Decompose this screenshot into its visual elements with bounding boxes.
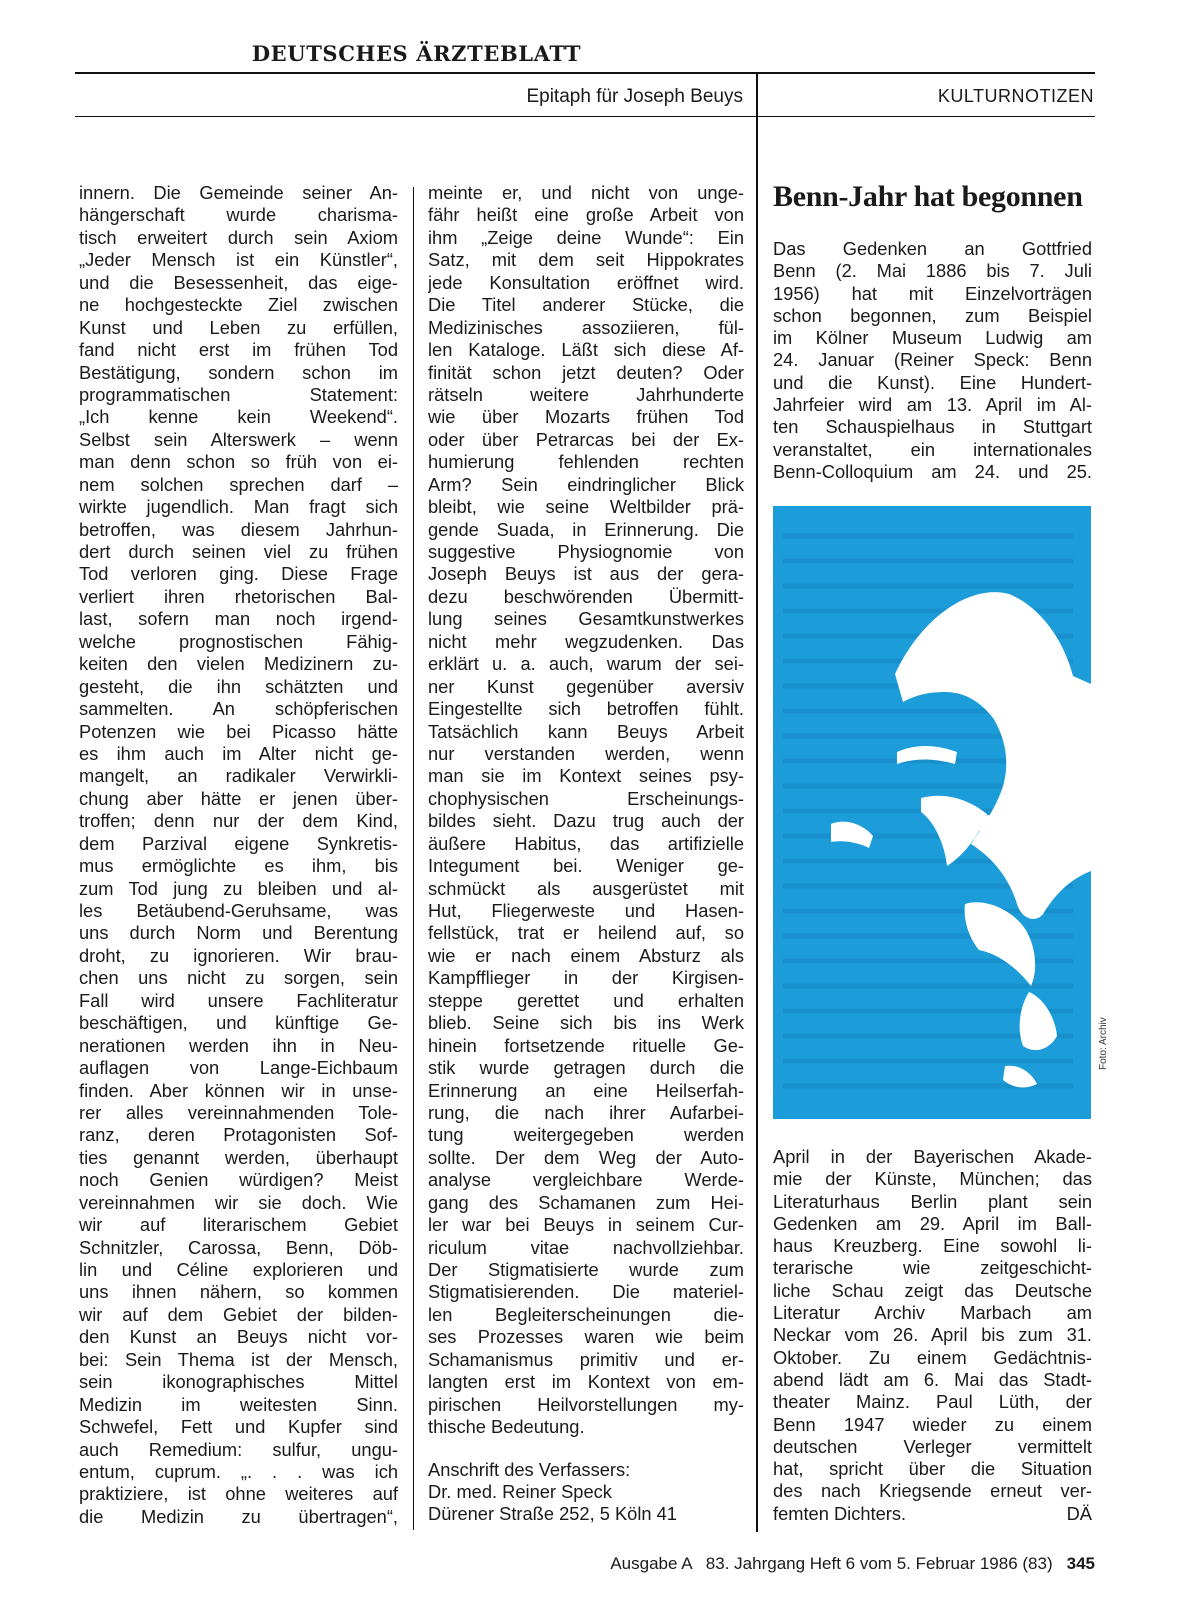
column1-line: Schwefel, Fett und Kupfer sind [79, 1416, 398, 1438]
column1-line: auch Remedium: sulfur, ungu- [79, 1438, 398, 1460]
article-bottom-line: des nach Kriegsende erneut ver- [773, 1480, 1092, 1502]
column1-line: zum Tod jung zu bleiben und al- [79, 877, 398, 899]
article-bottom-line: Gedenken am 29. April im Ball- [773, 1212, 1092, 1234]
column2-line: chophysischen Erscheinungs- [428, 787, 744, 809]
column2-line: analyse vergleichbare Werde- [428, 1169, 744, 1191]
column2-line: finität schon jetzt deuten? Oder [428, 361, 744, 383]
column2-line: dezu beschwörenden Übermitt- [428, 585, 744, 607]
column2-line: Eingestellte sich betroffen fühlt. [428, 698, 744, 720]
column1-line: wir auf literarischem Gebiet [79, 1214, 398, 1236]
column1-line: den Kunst an Beuys nicht vor- [79, 1326, 398, 1348]
column2-line: suggestive Physiognomie von [428, 541, 744, 562]
column1-line: sein ikonographisches Mittel [79, 1371, 398, 1393]
article-bottom-line: femten Dichters. [773, 1502, 907, 1524]
column2-line: man sie im Kontext seines psy- [428, 765, 744, 787]
article-title: Benn-Jahr hat begonnen [773, 180, 1083, 213]
column1-line: Medizin im weitesten Sinn. [79, 1393, 398, 1415]
column1-line: die Medizin zu übertragen“, [79, 1505, 398, 1527]
column2-line: äußere Habitus, das artifizielle [428, 832, 744, 854]
article-top-line: im Kölner Museum Ludwig am [773, 327, 1092, 349]
column1-line: lin und Céline explorieren und [79, 1259, 398, 1280]
article-closing-line [773, 1503, 1092, 1525]
photo-credit: Foto: Archiv [1098, 1017, 1109, 1070]
column1-line: tisch erweitert durch sein Axiom [79, 226, 398, 248]
address-street: Dürener Straße 252, 5 Köln 41 [428, 1503, 677, 1524]
issue-info: Ausgabe A 83. Jahrgang Heft 6 vom 5. Februar 1986 (83) [610, 1554, 1053, 1573]
column1-line: Selbst sein Alterswerk – wenn [79, 428, 398, 450]
article-top-line: veranstaltet, ein internationales [773, 438, 1092, 460]
column1-line: programmatischen Statement: [79, 383, 398, 405]
article-bottom-line: Literaturhaus Berlin plant sein [773, 1190, 1092, 1212]
column1-line: sammelten. An schöpferischen [79, 698, 398, 720]
column1-line: droht, zu ignorieren. Wir brau- [79, 944, 398, 966]
article-bottom-line: terarische wie zeitgeschicht- [773, 1257, 1092, 1279]
column2-line: langten erst im Kontext von em- [428, 1371, 744, 1393]
column2-line: sollte. Der dem Weg der Auto- [428, 1146, 744, 1168]
column2-line: wie er nach einem Absturz als [428, 944, 744, 966]
column2-line: Erinnerung an eine Heilserfah- [428, 1079, 744, 1101]
column2-line: ner Kunst gegenüber aversiv [428, 675, 744, 697]
article-bottom-line: deutschen Verleger vermittelt [773, 1435, 1092, 1457]
column2-line: steppe gerettet und erhalten [428, 989, 744, 1011]
column1-line: es ihm auch im Alter nicht ge- [79, 742, 398, 764]
article-bottom-line: theater Mainz. Paul Lüth, der [773, 1391, 1092, 1413]
column2-line: rung, die nach ihrer Aufarbei- [428, 1101, 744, 1123]
article-top-line: Jahrfeier wird am 13. April im Al- [773, 394, 1092, 416]
column2-line: nicht mehr wegzudenken. Das [428, 630, 744, 652]
column2-line: ses Prozesses waren wie beim [428, 1326, 744, 1348]
column2-line: Schamanismus primitiv und er- [428, 1348, 744, 1370]
column2-line: bleibt, wie seine Weltbilder prä- [428, 496, 744, 518]
column1-line: last, sofern man noch irgend- [79, 608, 398, 630]
column1-line: Potenzen wie bei Picasso hätte [79, 720, 398, 742]
portrait-silhouette [773, 506, 1091, 1119]
column1-line: welche prognostischen Fähig- [79, 630, 398, 652]
epitaph-column-1 [79, 182, 398, 1528]
article-top-line: 24. Januar (Reiner Speck: Benn [773, 349, 1092, 371]
column2-line: lung seines Gesamtkunstwerkes [428, 608, 744, 630]
column1-line: nerationen werden ihn in Neu- [79, 1034, 398, 1056]
column-divider-main [756, 72, 758, 1532]
column2-line: thische Bedeutung. [428, 1416, 585, 1438]
article-bottom-line: Neckar vom 26. April bis zum 31. [773, 1324, 1092, 1346]
author-signature: DÄ [1066, 1502, 1092, 1524]
column1-line: Schnitzler, Carossa, Benn, Döb- [79, 1236, 398, 1258]
column1-line: dert durch seinen viel zu frühen [79, 541, 398, 562]
column1-line: entum, cuprum. „. . . was ich [79, 1460, 398, 1482]
column2-line: schmückt als ausgerüstet mit [428, 877, 744, 899]
column2-line: gende Suada, in Erinnerung. Die [428, 518, 744, 540]
column1-line: les Betäubend-Geruhsame, was [79, 900, 398, 921]
article-top-line: ten Schauspielhaus in Stuttgart [773, 416, 1092, 438]
address-name: Dr. med. Reiner Speck [428, 1481, 612, 1502]
column1-line: hängerschaft wurde charisma- [79, 204, 398, 226]
column1-line: chen uns nicht zu sorgen, sein [79, 967, 398, 989]
article-bottom-line: hat, spricht über die Situation [773, 1458, 1092, 1480]
column2-line: gang des Schamanen zum Hei- [428, 1191, 744, 1213]
column2-line: wie über Mozarts frühen Tod [428, 406, 744, 428]
column2-line: Joseph Beuys ist aus der gera- [428, 563, 744, 585]
column2-line: tung weitergegeben werden [428, 1124, 744, 1146]
column1-line: rer alles vereinnahmenden Tole- [79, 1101, 398, 1123]
section-label: KULTURNOTIZEN [937, 86, 1094, 106]
article-bottom-line: abend lädt am 6. Mai das Stadt- [773, 1368, 1092, 1390]
column2-line: ihm „Zeige deine Wunde“: Ein [428, 226, 744, 248]
article-top-line: 1956) hat mit Einzelvorträgen [773, 282, 1092, 304]
column1-line: verliert ihren rhetorischen Bal- [79, 585, 398, 607]
column1-line: gesteht, die ihn schätzten und [79, 675, 398, 697]
column2-line: stik wurde getragen durch die [428, 1057, 744, 1079]
masthead: DEUTSCHES ÄRZTEBLATT [251, 41, 582, 66]
article-top-line: Benn (2. Mai 1886 bis 7. Juli [773, 260, 1092, 282]
page-number: 345 [1066, 1554, 1095, 1573]
column2-line: Medizinisches assoziieren, fül- [428, 316, 744, 338]
article-bottom-line: April in der Bayerischen Akade- [773, 1146, 1092, 1167]
column2-line: meinte er, und nicht von unge- [428, 182, 744, 203]
column1-line: „Jeder Mensch ist ein Künstler“, [79, 249, 398, 271]
article-top-line: und die Kunst). Eine Hundert- [773, 371, 1092, 393]
column2-line: fähr heißt eine große Arbeit von [428, 204, 744, 226]
column2-line: pirischen Heilvorstellungen my- [428, 1393, 744, 1415]
column2-line: oder über Petrarcas bei der Ex- [428, 428, 744, 450]
article-top-line: Das Gedenken an Gottfried [773, 238, 1092, 259]
column-divider [413, 187, 414, 1530]
column2-line: Stigmatisierenden. Die materiel- [428, 1281, 744, 1303]
column1-line: praktiziere, ist ohne weiteres auf [79, 1483, 398, 1505]
column2-line: bildes sieht. Dazu trug auch der [428, 810, 744, 832]
column1-line: troffen; denn nur der dem Kind, [79, 810, 398, 832]
column1-line: „Ich kenne kein Weekend“. [79, 406, 398, 428]
column1-line: ne hochgesteckte Ziel zwischen [79, 294, 398, 316]
section-title: Epitaph für Joseph Beuys [526, 86, 743, 107]
author-address [428, 1459, 748, 1525]
column2-line: len Begleiterscheinungen die- [428, 1303, 744, 1325]
column1-line: auflagen von Lange-Eichbaum [79, 1057, 398, 1079]
header-bottom-rule [75, 116, 1095, 117]
column1-line: wirkte jugendlich. Man fragt sich [79, 496, 398, 518]
column2-line: jede Konsultation eröffnet wird. [428, 271, 744, 293]
column2-line: rätseln weitere Jahrhunderte [428, 383, 744, 405]
column1-line: ranz, deren Protagonisten Sof- [79, 1124, 398, 1146]
column1-line: mangelt, an radikaler Verwirkli- [79, 765, 398, 787]
column1-line: mus ermöglichte es ihm, bis [79, 855, 398, 877]
column2-line: Kampfflieger in der Kirgisen- [428, 967, 744, 989]
column1-line: bei: Sein Thema ist der Mensch, [79, 1348, 398, 1370]
column1-line: nem solchen sprechen darf – [79, 473, 398, 495]
column1-line: Fall wird unsere Fachliteratur [79, 989, 398, 1011]
column1-line: betroffen, was diesem Jahrhun- [79, 518, 398, 540]
portrait-photo [773, 506, 1091, 1119]
column2-line: Arm? Sein eindringlicher Blick [428, 473, 744, 495]
article-bottom-line: Benn 1947 wieder zu einem [773, 1413, 1092, 1435]
column1-line: uns ihnen nähern, so kommen [79, 1281, 398, 1303]
article-text-top [773, 238, 1092, 483]
article-top-line: schon begonnen, zum Beispiel [773, 304, 1092, 326]
column1-line: ties genannt werden, überhaupt [79, 1146, 398, 1168]
column2-line: hinein fortsetzende rituelle Ge- [428, 1034, 744, 1056]
column1-line: beschäftigen, und künftige Ge- [79, 1012, 398, 1034]
column1-line: chung aber hätte er jenen über- [79, 787, 398, 809]
column1-line: innern. Die Gemeinde seiner An- [79, 182, 398, 203]
article-text-bottom [773, 1146, 1092, 1525]
column1-line: keiten den vielen Medizinern zu- [79, 653, 398, 675]
column2-line: humierung fehlenden rechten [428, 451, 744, 473]
column2-line: riculum vitae nachvollziehbar. [428, 1236, 744, 1258]
column2-line: Satz, mit dem seit Hippokrates [428, 249, 744, 271]
column1-line: fand nicht erst im frühen Tod [79, 339, 398, 361]
article-bottom-line: Literatur Archiv Marbach am [773, 1302, 1092, 1324]
column2-line: nur verstanden werden, wenn [428, 742, 744, 764]
column2-line: erklärt u. a. auch, warum der sei- [428, 653, 744, 675]
column1-line: dem Parzival eigene Synkretis- [79, 832, 398, 854]
article-top-line: Benn-Colloquium am 24. und 25. [773, 460, 1092, 482]
column1-line: vereinnahmen wir sie doch. Wie [79, 1191, 398, 1213]
column1-line: uns durch Norm und Berentung [79, 922, 398, 944]
column1-line: man denn schon so früh von ei- [79, 451, 398, 473]
column2-line: len Kataloge. Läßt sich diese Af- [428, 339, 744, 361]
column2-line: Integument bei. Weniger ge- [428, 855, 744, 877]
header-top-rule [75, 72, 1095, 74]
article-bottom-line: mie der Künste, München; das [773, 1168, 1092, 1190]
column2-line: Die Titel anderer Stücke, die [428, 294, 744, 316]
column2-line: ler war bei Beuys in seinem Cur- [428, 1214, 744, 1236]
column2-line: blieb. Seine sich bis ins Werk [428, 1012, 744, 1034]
article-bottom-line: haus Kreuzberg. Eine sowohl li- [773, 1235, 1092, 1257]
page-footer [500, 1554, 1095, 1574]
article-bottom-line: liche Schau zeigt das Deutsche [773, 1279, 1092, 1301]
column1-line: Bestätigung, sondern schon im [79, 361, 398, 383]
column1-line: finden. Aber können wir in unse- [79, 1079, 398, 1101]
column1-line: noch Genien würdigen? Meist [79, 1169, 398, 1191]
column1-line: Tod verloren ging. Diese Frage [79, 563, 398, 585]
column2-line: Der Stigmatisierte wurde zum [428, 1259, 744, 1280]
epitaph-column-2 [428, 182, 744, 1439]
column2-line: Hut, Fliegerweste und Hasen- [428, 900, 744, 921]
article-bottom-line: Oktober. Zu einem Gedächtnis- [773, 1346, 1092, 1368]
column1-line: und die Besessenheit, das eige- [79, 271, 398, 293]
column1-line: wir auf dem Gebiet der bilden- [79, 1303, 398, 1325]
column1-line: Kunst und Leben zu erfüllen, [79, 316, 398, 338]
address-label: Anschrift des Verfassers: [428, 1459, 631, 1480]
column2-line: Tatsächlich kann Beuys Arbeit [428, 720, 744, 742]
column2-line: fellstück, trat er heilend auf, so [428, 922, 744, 944]
